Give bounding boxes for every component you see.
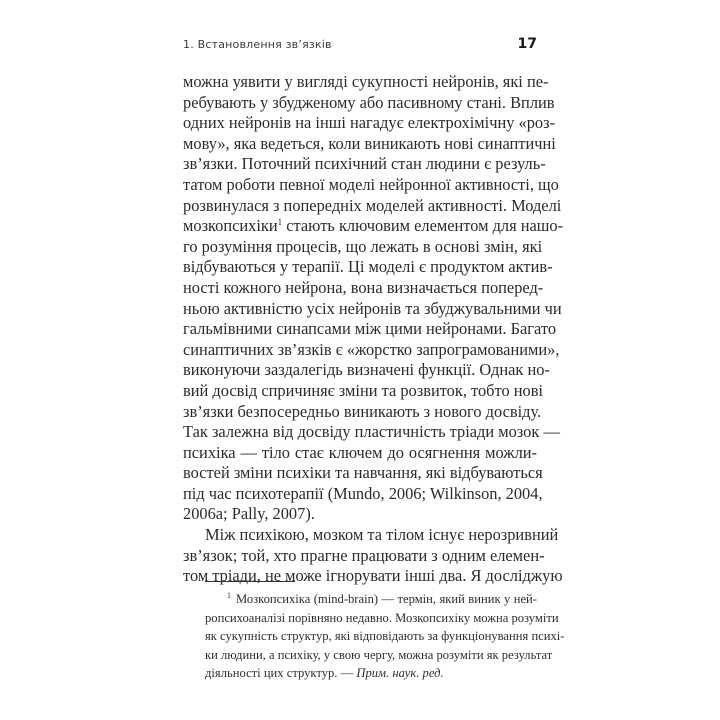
text-line: ньою активністю усіх нейронів та збуджувальними чи bbox=[183, 298, 562, 318]
text-line: гальмівними синапсами між цими нейронами. Багато bbox=[183, 319, 557, 339]
text-line: зв’язки безпосередньо виникають з нового досвіду. bbox=[183, 401, 542, 421]
text-line: том тріади, не може ігнорувати інші два. Я досліджую bbox=[183, 566, 563, 586]
footnote-line: ки людини, а психіку, у свою чергу, можна розуміти як результат bbox=[205, 647, 553, 662]
text-line: мову», яка ведеться, коли виникають нові синаптичні bbox=[183, 133, 556, 153]
footnote-line bbox=[205, 664, 537, 683]
text-line: розвинулася з попередніх моделей активності. Моделі bbox=[183, 195, 562, 215]
text-fragment: мозкопсихіки bbox=[183, 216, 278, 236]
footnote bbox=[205, 590, 565, 683]
footnote-text: діяльності цих структур. — bbox=[205, 666, 357, 681]
text-line: відбуваються у терапії. Ці моделі є продуктом актив- bbox=[183, 257, 553, 277]
text-line: татом роботи певної моделі нейронної активності, що bbox=[183, 174, 559, 194]
text-line-with-footnote bbox=[183, 216, 564, 237]
footnote-number: 1 bbox=[227, 591, 231, 600]
body-text bbox=[183, 72, 564, 587]
footnote-line: як сукупність структур, які відповідають за функціонування психі- bbox=[205, 629, 565, 644]
paragraph-start-line: Між психікою, мозком та тілом існує нерозривний bbox=[205, 525, 559, 545]
text-fragment: стають ключовим елементом для нашо- bbox=[282, 216, 564, 236]
footnote-divider bbox=[205, 581, 295, 582]
footnote-line: ропсихоаналізі порівняно недавно. Мозкопсихіку можна розуміти bbox=[205, 610, 559, 625]
text-line: психіка — тіло стає ключем до осягнення можли- bbox=[183, 442, 537, 462]
footnote-reference[interactable]: 1 bbox=[277, 217, 283, 228]
text-line: 2006а; Pally, 2007). bbox=[183, 504, 315, 524]
text-line: можна уявити у вигляді сукупності нейронів, які пе- bbox=[183, 72, 549, 91]
running-header bbox=[183, 34, 537, 54]
text-line: ребувають у збудженому або пасивному стані. Вплив bbox=[183, 92, 555, 112]
text-line: го розуміння процесів, що лежать в основі змін, які bbox=[183, 236, 543, 256]
footnote-text: Мозкопсихіка (mind-brain) — термін, який виник у ней- bbox=[236, 592, 537, 606]
text-line: зв’язок; той, хто прагне працювати з одним елемен- bbox=[183, 545, 545, 565]
text-line: ності кожного нейрона, вона визначається поперед- bbox=[183, 277, 544, 297]
text-line: під час психотерапії (Mundo, 2006; Wilkinson, 2004, bbox=[183, 483, 543, 503]
text-line: виконуючи заздалегідь визначені функції. Однак но- bbox=[183, 360, 550, 380]
text-line: востей зміни психіки та навчання, які відбуваються bbox=[183, 463, 543, 483]
text-line: Так залежна від досвіду пластичність тріади мозок — bbox=[183, 422, 560, 442]
chapter-title: 1. Встановлення зв’язків bbox=[183, 37, 332, 51]
page-number: 17 bbox=[517, 36, 537, 52]
editor-note: Прим. наук. ред. bbox=[356, 666, 444, 681]
text-line: вий досвід спричиняє зміни та розвиток, тобто нові bbox=[183, 380, 544, 400]
text-line: одних нейронів на інші нагадує електрохімічну «роз- bbox=[183, 113, 556, 133]
footnote-line bbox=[205, 590, 537, 609]
text-line: зв’язки. Поточний психічний стан людини є резуль- bbox=[183, 154, 546, 174]
text-line: синаптичних зв’язків є «жорстко запрограмованими», bbox=[183, 339, 560, 359]
